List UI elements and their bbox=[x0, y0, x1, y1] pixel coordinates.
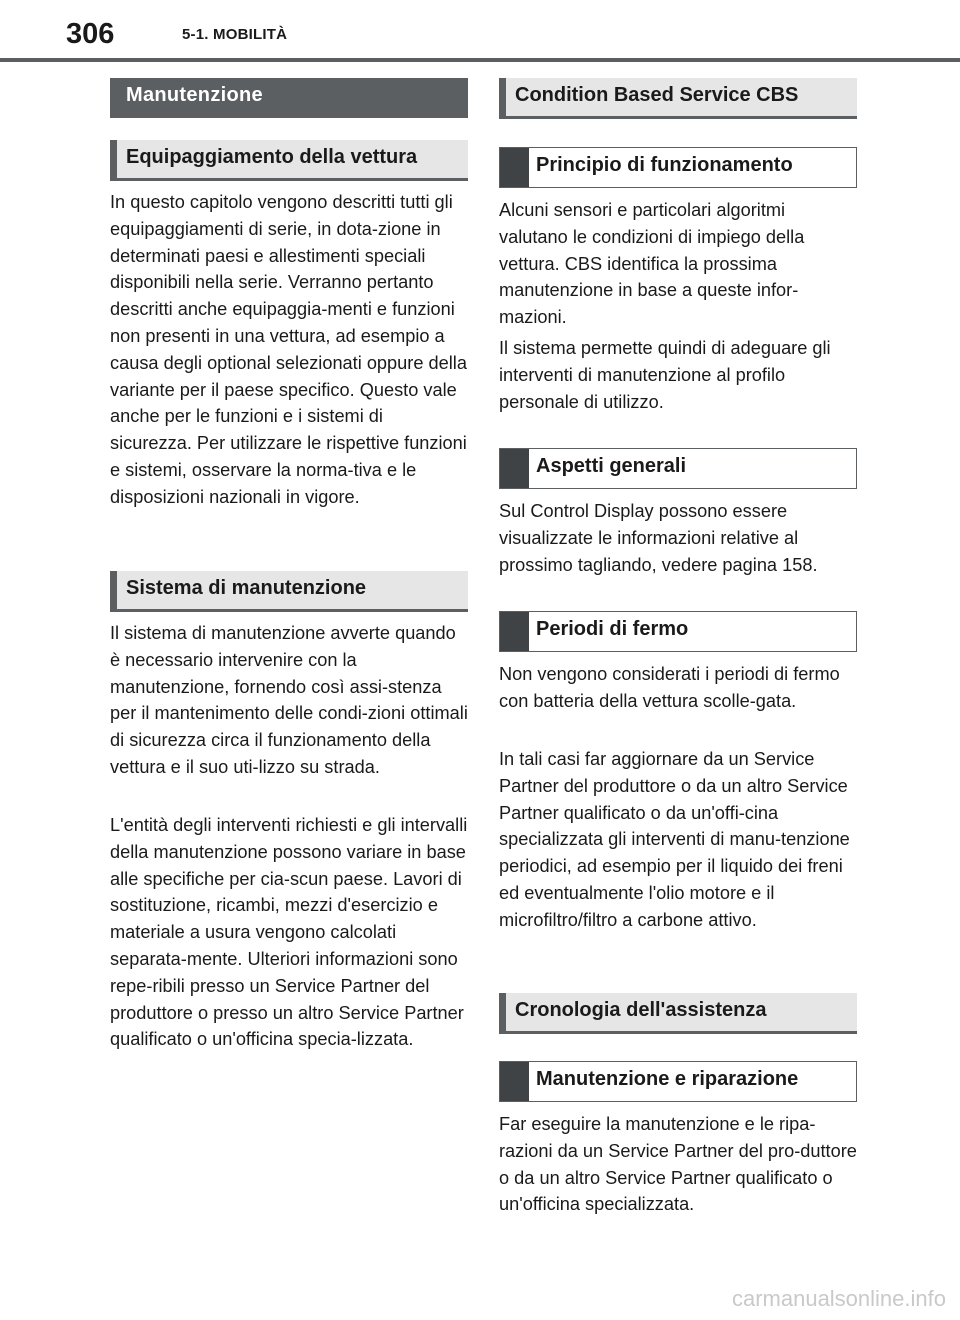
boxheading-aspetti bbox=[499, 448, 857, 489]
paragraph-equipaggiamento: In questo capitolo vengono descritti tutti gli equipaggiamenti di serie, in dota-zione in determinati paesi e allestimenti speciali disponibili nella serie. Verranno pertanto descritti anche equipaggia-menti e funzioni non presenti in una vettura, ad esempio a causa degli optional selezionati oppure della variante per il paese specifico. Questo vale anche per le funzioni e i sistemi di sicurezza. Per utilizzare le rispettive funzioni e sistemi, osservare la norma-tiva e le disposizioni nazionali in vigore. bbox=[110, 192, 467, 507]
heading-accent-block bbox=[500, 449, 529, 488]
subheading-label: Sistema di manutenzione bbox=[126, 577, 367, 599]
paragraph-sistema-1: Il sistema di manutenzione avverte quando è necessario intervenire con la manutenzione, fornendo così assi-stenza per il mantenimento delle condi-zioni ottimali di sicurezza circa il funzionamento della vettura e il suo uti-lizzo su strada. bbox=[110, 623, 468, 777]
paragraph-riparazione: Far eseguire la manutenzione e le ripa-razioni da un Service Partner del pro-duttore o da un altro Service Partner qualificato o un'officina specializzata. bbox=[499, 1114, 857, 1215]
paragraph-periodi-1: Non vengono considerati i periodi di fermo con batteria della vettura scolle-gata. bbox=[499, 664, 840, 711]
paragraph-aspetti: Sul Control Display possono essere visualizzate le informazioni relative al prossimo tagliando, vedere pagina 158. bbox=[499, 501, 818, 575]
paragraph-sistema-2: L'entità degli interventi richiesti e gli intervalli della manutenzione possono variare in base alle specifiche per cia-scun paese. Lavori di sostituzione, ricambi, mezzi d'esercizio e materiale a usura vengono calcolati separata-mente. Ulteriori informazioni sono repe-ribili presso un Service Partner del produttore o presso un altro Service Partner qualificato o un'officina specia-lizzata. bbox=[110, 815, 468, 1050]
subheading-label: Cronologia dell'assistenza bbox=[515, 999, 767, 1021]
page-number: 306 bbox=[66, 18, 115, 50]
subheading-sistema-manutenzione bbox=[110, 571, 468, 612]
paragraph-periodi-2: In tali casi far aggiornare da un Service Partner del produttore o da un altro Service Partner qualificato o da un'offi-cina specializzata gli interventi di manu-tenzione periodici, ad esempio per il liquido dei freni ed eventualmente l'olio motore e il microfiltro/filtro a carbone attivo. bbox=[499, 749, 850, 930]
watermark: carmanualsonline.info bbox=[731, 1286, 946, 1311]
boxheading-label: Manutenzione e riparazione bbox=[536, 1068, 799, 1090]
heading-accent-bar bbox=[110, 140, 117, 178]
heading-accent-bar bbox=[110, 571, 117, 609]
heading-accent-block bbox=[500, 148, 529, 187]
boxheading-principio bbox=[499, 147, 857, 188]
page-header bbox=[0, 0, 960, 64]
boxheading-manutenzione-riparazione bbox=[499, 1061, 857, 1102]
section-heading-manutenzione: Manutenzione bbox=[110, 78, 468, 118]
paragraph-principio-2: Il sistema permette quindi di adeguare gli interventi di manutenzione al profilo personale di utilizzo. bbox=[499, 338, 831, 412]
heading-accent-bar bbox=[499, 993, 506, 1031]
header-divider bbox=[0, 58, 960, 62]
subheading-label: Condition Based Service CBS bbox=[515, 84, 799, 106]
subheading-cronologia bbox=[499, 993, 857, 1034]
boxheading-label: Principio di funzionamento bbox=[536, 154, 793, 176]
heading-accent-block bbox=[500, 612, 529, 651]
boxheading-label: Aspetti generali bbox=[536, 455, 687, 477]
subheading-label: Equipaggiamento della vettura bbox=[126, 146, 418, 168]
subheading-cbs bbox=[499, 78, 857, 119]
chapter-title: 5-1. MOBILITÀ bbox=[182, 26, 288, 43]
boxheading-periodi-fermo bbox=[499, 611, 857, 652]
heading-accent-bar bbox=[499, 78, 506, 116]
boxheading-label: Periodi di fermo bbox=[536, 618, 689, 640]
subheading-equipaggiamento bbox=[110, 140, 468, 181]
paragraph-principio-1: Alcuni sensori e particolari algoritmi valutano le condizioni di impiego della vettura. CBS identifica la prossima manutenzione in base a queste infor-mazioni. bbox=[499, 200, 805, 328]
heading-accent-block bbox=[500, 1062, 529, 1101]
